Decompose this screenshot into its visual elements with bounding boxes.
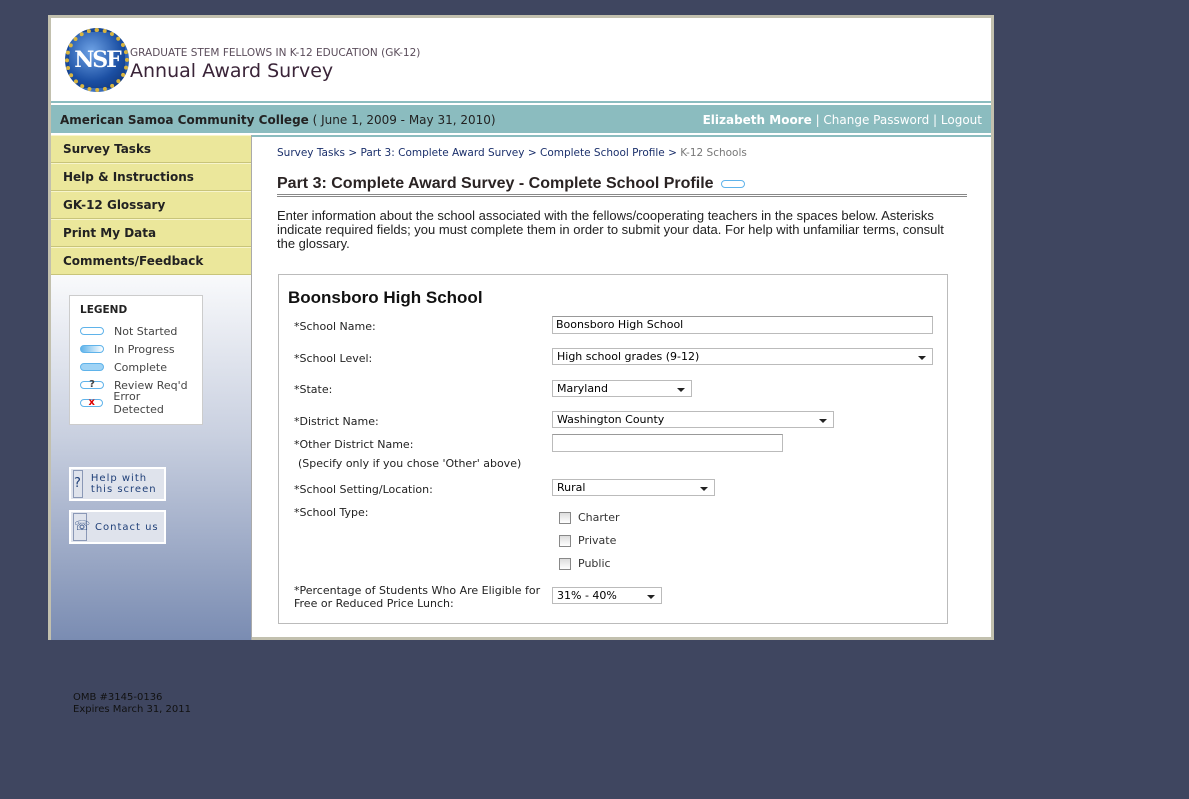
breadcrumb-part3[interactable]: Part 3: Complete Award Survey [360, 147, 525, 159]
legend-label: Review Req'd [114, 378, 188, 392]
charter-checkbox[interactable] [559, 511, 620, 524]
legend-label: Complete [114, 360, 168, 374]
setting-select[interactable]: Rural [552, 479, 715, 496]
school-heading: Boonsboro High School [288, 288, 483, 307]
private-checkbox[interactable] [559, 534, 616, 547]
other-district-note: (Specify only if you chose 'Other' above) [298, 457, 522, 470]
in-progress-icon [80, 345, 104, 353]
sidebar-item-glossary[interactable]: GK-12 Glossary [51, 191, 251, 219]
sidebar [51, 135, 252, 640]
legend-label: Not Started [114, 324, 178, 338]
not-started-icon [80, 327, 104, 335]
page-frame [48, 15, 994, 640]
info-band: American Samoa Community College ( June 1, 2009 - May 31, 2010) Elizabeth Moore | Change Password | Logout [51, 103, 991, 135]
breadcrumb-survey-tasks[interactable]: Survey Tasks [277, 147, 345, 159]
lunch-label: *Percentage of Students Who Are Eligible for Free or Reduced Price Lunch: [294, 584, 541, 610]
other-district-input[interactable] [552, 434, 783, 452]
program-subtitle: GRADUATE STEM FELLOWS IN K-12 EDUCATION (GK-12) [130, 47, 421, 59]
school-level-label: *School Level: [294, 352, 373, 365]
school-level-select[interactable]: High school grades (9-12) [552, 348, 933, 365]
breadcrumb-school-profile[interactable]: Complete School Profile [539, 147, 665, 159]
organization-name: American Samoa Community College [60, 113, 309, 127]
error-icon: x [80, 399, 103, 407]
breadcrumb: Survey Tasks > Part 3: Complete Award Survey > Complete School Profile > K-12 Schools [277, 147, 747, 159]
page-title-wrap [277, 175, 967, 197]
school-form [278, 274, 948, 624]
omb-info [73, 692, 191, 716]
nsf-logo: NSF [65, 28, 129, 92]
checkbox-label: Public [578, 557, 611, 570]
state-select[interactable]: Maryland [552, 380, 692, 397]
legend [69, 295, 203, 425]
legend-label: In Progress [114, 342, 175, 356]
sidebar-item-help[interactable]: Help & Instructions [51, 163, 251, 191]
logout-link[interactable]: Logout [940, 113, 982, 127]
question-icon: ? [73, 470, 83, 498]
change-password-link[interactable]: Change Password [823, 113, 930, 127]
legend-label: Error Detected [113, 390, 164, 416]
public-checkbox[interactable] [559, 557, 611, 570]
district-label: *District Name: [294, 415, 379, 428]
help-button-label: Help with this screen [90, 473, 157, 495]
sidebar-item-survey-tasks[interactable]: Survey Tasks [51, 135, 251, 163]
page-title: Part 3: Complete Award Survey - Complete School Profile [277, 175, 714, 192]
review-icon: ? [80, 381, 104, 389]
sidebar-item-print[interactable]: Print My Data [51, 219, 251, 247]
lunch-select[interactable]: 31% - 40% [552, 587, 662, 604]
omb-number: OMB #3145-0136 [73, 692, 163, 703]
user-name: Elizabeth Moore [702, 113, 812, 127]
help-screen-button[interactable] [69, 467, 166, 501]
complete-icon [80, 363, 104, 371]
district-select[interactable]: Washington County [552, 411, 834, 428]
school-name-label: *School Name: [294, 320, 376, 333]
phone-icon: ☏ [73, 513, 87, 541]
school-type-label: *School Type: [294, 506, 369, 519]
school-name-input[interactable]: Boonsboro High School [552, 316, 933, 334]
legend-title: LEGEND [80, 304, 128, 316]
omb-expiry: Expires March 31, 2011 [73, 704, 191, 715]
sidebar-item-comments[interactable]: Comments/Feedback [51, 247, 251, 275]
contact-button[interactable] [69, 510, 166, 544]
award-period: ( June 1, 2009 - May 31, 2010) [312, 113, 496, 127]
breadcrumb-current: K-12 Schools [680, 147, 747, 159]
status-not-started-icon [721, 180, 745, 188]
checkbox-label: Private [578, 534, 617, 547]
checkbox-label: Charter [578, 511, 620, 524]
intro-text: Enter information about the school associated with the fellows/cooperating teachers in the spaces below. Asterisks indicate required fields; you must complete them in order to submit your data. For help with unfamiliar terms, consult the glossary. [277, 208, 944, 251]
contact-button-label: Contact us [95, 521, 159, 533]
app-title: Annual Award Survey [130, 60, 334, 82]
state-label: *State: [294, 383, 333, 396]
other-district-label: *Other District Name: [294, 438, 414, 451]
setting-label: *School Setting/Location: [294, 483, 433, 496]
